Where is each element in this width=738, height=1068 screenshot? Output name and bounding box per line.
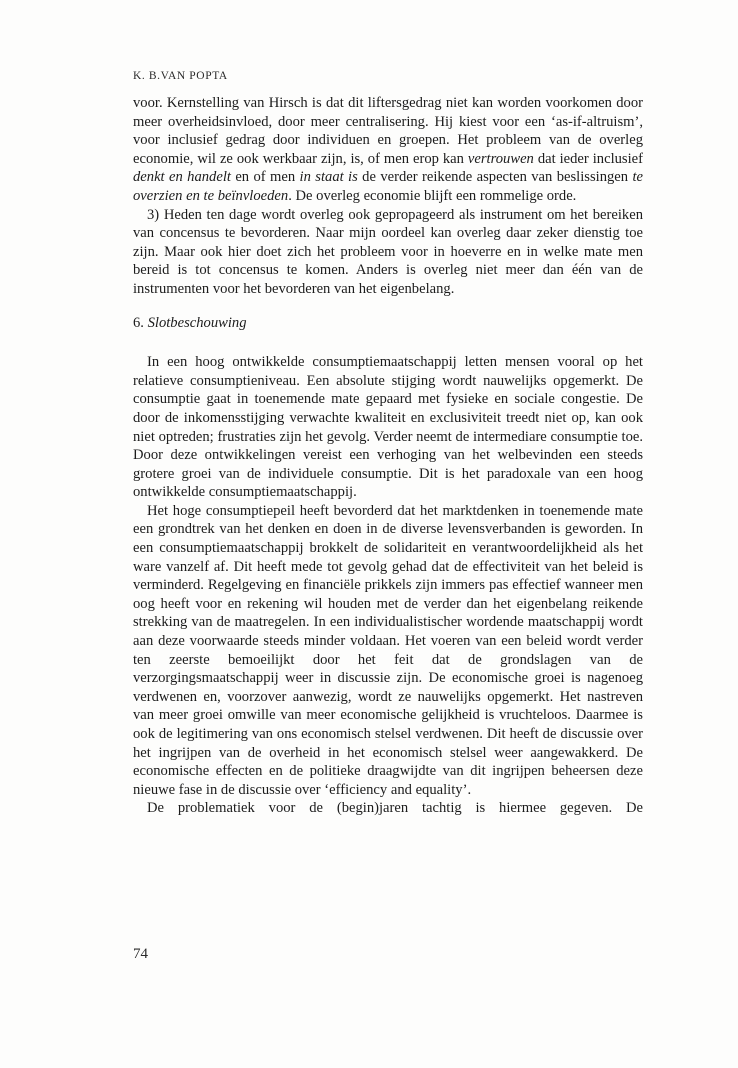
running-head: K. B.VAN POPTA bbox=[133, 70, 228, 82]
text-run: . De overleg economie blijft een rommelige orde. bbox=[288, 187, 577, 204]
paragraph-point-3: 3) Heden ten dage wordt overleg ook gepropageerd als instrument om het bereiken van concensus te bevorderen. Naar mijn oordeel kan overleg daar zeker dienstig toe zijn. Maar ook hier doet zich het probleem voor in hoeverre en in welke mate men bereid is tot concensus te komen. Anders is overleg niet meer dan één van de instrumenten voor het bevorderen van het eigenbelang. bbox=[133, 206, 643, 297]
body-text bbox=[133, 94, 643, 818]
paragraph-continued bbox=[133, 94, 643, 206]
emphasis-vertrouwen: vertrouwen bbox=[467, 150, 534, 167]
text-run: en of men bbox=[230, 169, 300, 186]
emphasis-in-staat-is: in staat is bbox=[299, 169, 358, 186]
text-run: dat ieder inclusief bbox=[533, 150, 643, 167]
section-heading bbox=[133, 314, 643, 333]
text-run: voor. Kernstelling van Hirsch is dat dit liftersgedrag niet kan worden voorkomen door meer overheidsinvloed, door meer centralisering. Hij kiest voor een ‘as-if-altruism’, voor inclusief gedrag door individuen en groepen. Het probleem van de overleg economie, wil ze ook werkbaar zijn, is, of men erop kan bbox=[133, 95, 643, 167]
section-number: 6. bbox=[133, 314, 144, 331]
section-title: Slotbeschouwing bbox=[147, 314, 247, 331]
page-number: 74 bbox=[133, 946, 148, 962]
paragraph-continues: De problematiek voor de (begin)jaren tachtig is hiermee gegeven. De bbox=[147, 800, 643, 817]
emphasis-denkt-en-handelt: denkt en handelt bbox=[133, 169, 231, 186]
emphasis-te-overzien: te overzien en te beïnvloeden bbox=[133, 169, 643, 204]
text-run: de verder reikende aspecten van beslissingen bbox=[357, 169, 633, 186]
paragraph: Het hoge consumptiepeil heeft bevorderd dat het marktdenken in toenemende mate een grondtrek van het denken en doen in de diverse levensverbanden is geworden. In een consumptiemaatschappij brokkelt de solidariteit en verantwoordelijkheid als het ware vanzelf af. Dit heeft mede tot gevolg gehad dat de effectiviteit van het beleid is verminderd. Regelgeving en financiële prikkels zijn immers pas effectief wanneer men oog heeft voor en rekening wil houden met de verder dan het eigenbelang reikende strekking van de maatregelen. In een individualistischer wordende maatschappij wordt aan deze voorwaarde steeds minder voldaan. Het voeren van een beleid wordt verder ten zeerste bemoeilijkt door het feit dat de grondslagen van de verzorgingsmaatschappij weer in discussie zijn. De economische groei is nagenoeg verdwenen en, voorzover aanwezig, wordt ze nauwelijks opgemerkt. Het nastreven van meer groei omwille van meer economische gelijkheid is vruchteloos. Daarmee is ook de legitimering van ons economisch stelsel verdwenen. Dit heeft de discussie over het ingrijpen van de overheid in het economisch stelsel weer aangewakkerd. De economische effecten en de politieke draagwijdte van dit ingrijpen beheersen deze nieuwe fase in de discussie over ‘efficiency and equality’. bbox=[133, 502, 643, 798]
paragraph: In een hoog ontwikkelde consumptiemaatschappij letten mensen vooral op het relatieve consumptieniveau. Een absolute stijging wordt nauwelijks opgemerkt. De consumptie gaat in toenemende mate gepaard met fysieke en sociale congestie. De door de inkomensstijging verwachte kwaliteit en exclusiviteit treedt niet op, kan ook niet optreden; frustraties zijn het gevolg. Verder neemt de intermediare consumptie toe. Door deze ontwikkelingen vereist een verhoging van het welbevinden een steeds grotere groei van de individuele consumptie. Dit is het paradoxale van een hoog ontwikkelde consumptiemaatschappij. bbox=[133, 354, 643, 501]
